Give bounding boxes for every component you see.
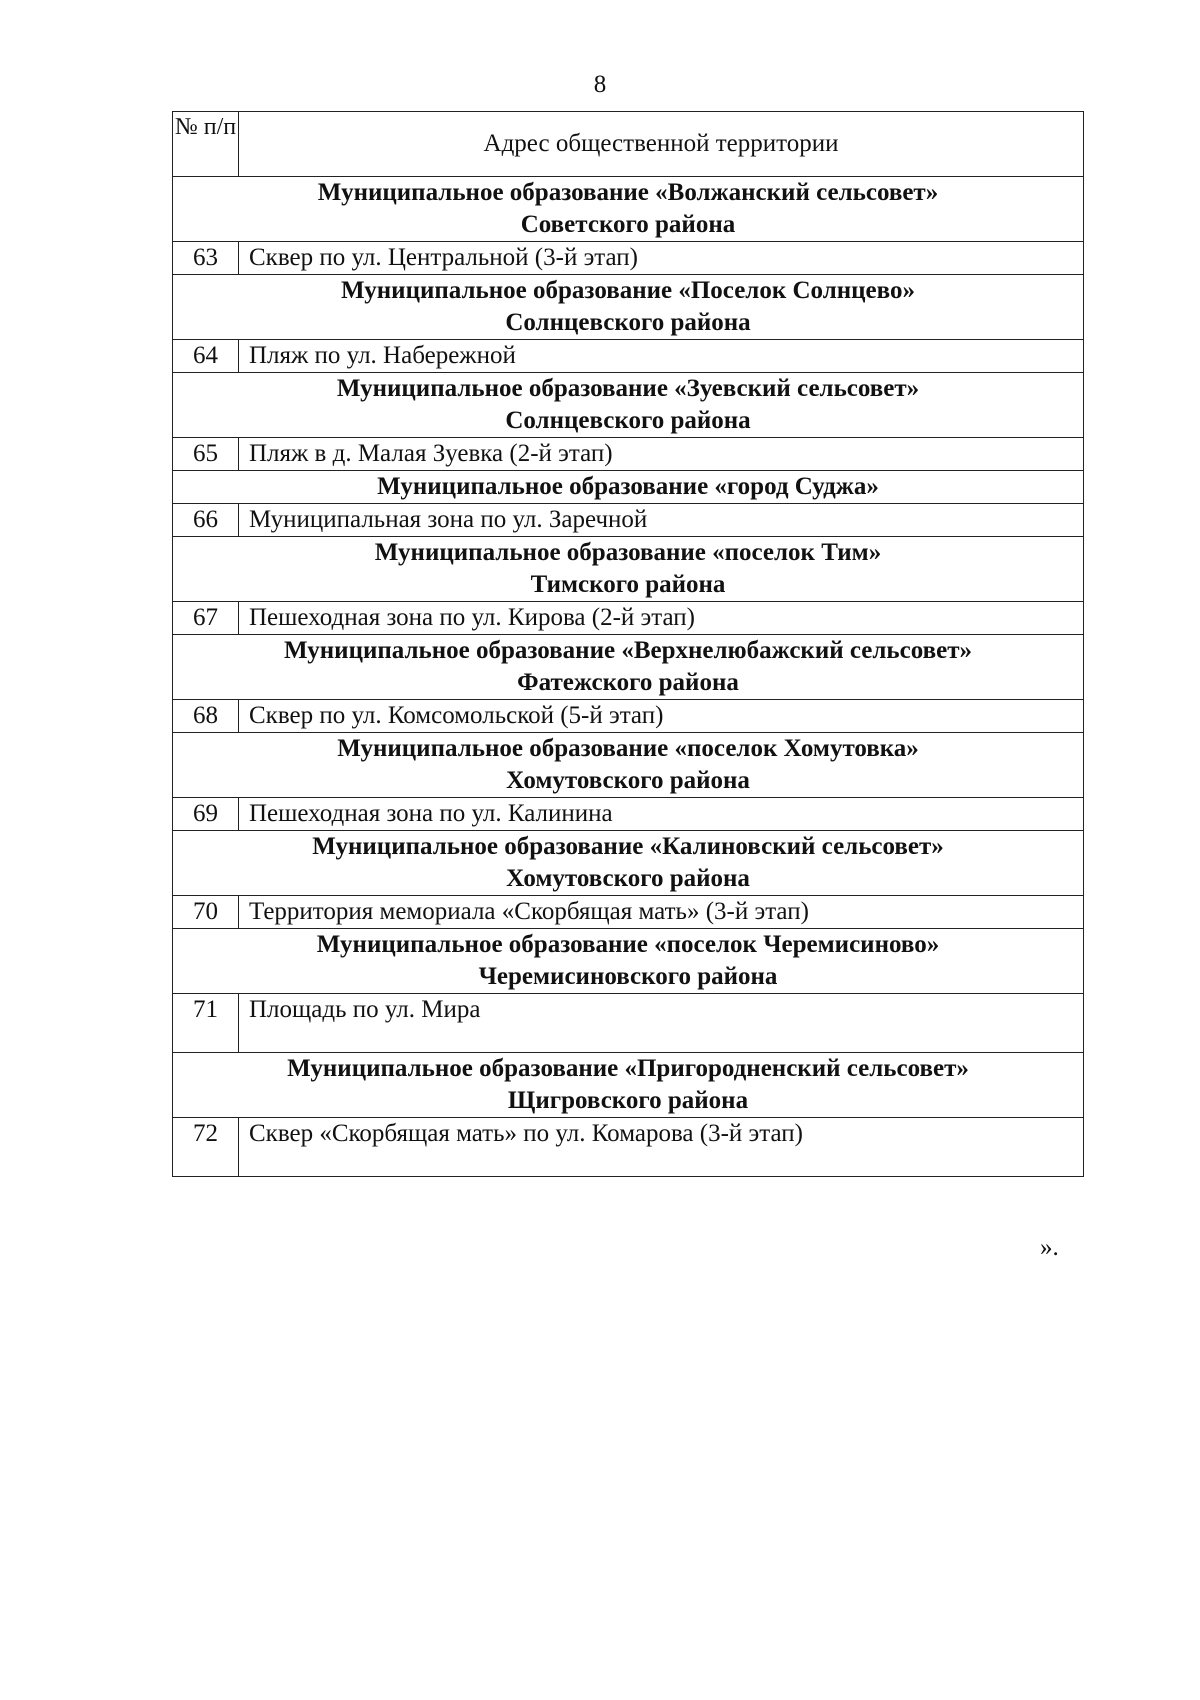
row-number-cell: 67 <box>173 602 239 635</box>
municipality-group-row <box>173 373 1084 438</box>
closing-quote-mark: ». <box>1040 1234 1059 1261</box>
row-number-cell: 69 <box>173 798 239 831</box>
row-number-cell: 64 <box>173 340 239 373</box>
municipality-name: Муниципальное образование «Волжанский сельсовет» <box>317 179 939 206</box>
table-row <box>173 700 1084 733</box>
public-territories-table <box>172 111 1084 1177</box>
municipality-name: Муниципальное образование «Калиновский сельсовет» <box>312 833 944 860</box>
row-number-cell: 70 <box>173 896 239 929</box>
district-name: Тимского района <box>530 571 726 598</box>
municipality-name: Муниципальное образование «Зуевский сельсовет» <box>336 375 920 402</box>
row-number-cell: 72 <box>173 1118 239 1177</box>
district-name: Черемисиновского района <box>478 963 778 990</box>
row-address-cell: Пляж по ул. Набережной <box>239 340 1084 373</box>
table-row <box>173 994 1084 1053</box>
table-header-row <box>173 112 1084 177</box>
row-address-cell: Площадь по ул. Мира <box>239 994 1084 1053</box>
header-address-cell: Адрес общественной территории <box>239 112 1084 177</box>
municipality-group-row <box>173 831 1084 896</box>
municipality-group-row <box>173 471 1084 504</box>
municipality-name: Муниципальное образование «город Суджа» <box>377 473 879 500</box>
row-number-cell: 68 <box>173 700 239 733</box>
municipality-title <box>173 831 1084 896</box>
municipality-group-row <box>173 635 1084 700</box>
municipality-title <box>173 635 1084 700</box>
municipality-title <box>173 275 1084 340</box>
municipality-title <box>173 373 1084 438</box>
municipality-title <box>173 929 1084 994</box>
municipality-name: Муниципальное образование «поселок Хомутовка» <box>337 735 919 762</box>
municipality-title <box>173 177 1084 242</box>
row-address-cell: Пешеходная зона по ул. Калинина <box>239 798 1084 831</box>
district-name: Хомутовского района <box>506 865 750 892</box>
row-address-cell: Сквер по ул. Комсомольской (5-й этап) <box>239 700 1084 733</box>
municipality-title <box>173 1053 1084 1118</box>
municipality-name: Муниципальное образование «поселок Тим» <box>374 539 882 566</box>
row-address-cell: Территория мемориала «Скорбящая мать» (3-й этап) <box>239 896 1084 929</box>
district-name: Советского района <box>520 211 736 238</box>
municipality-title <box>173 537 1084 602</box>
header-number-cell: № п/п <box>173 112 239 177</box>
municipality-group-row <box>173 733 1084 798</box>
row-number-cell: 65 <box>173 438 239 471</box>
municipality-group-row <box>173 1053 1084 1118</box>
row-address-cell: Пляж в д. Малая Зуевка (2-й этап) <box>239 438 1084 471</box>
row-address-cell: Сквер «Скорбящая мать» по ул. Комарова (3-й этап) <box>239 1118 1084 1177</box>
row-address-cell: Муниципальная зона по ул. Заречной <box>239 504 1084 537</box>
municipality-group-row <box>173 537 1084 602</box>
district-name: Фатежского района <box>517 669 739 696</box>
municipality-group-row <box>173 275 1084 340</box>
municipality-title <box>173 471 1084 504</box>
table-row <box>173 242 1084 275</box>
page-number: 8 <box>593 71 607 98</box>
table-row <box>173 340 1084 373</box>
district-name: Солнцевского района <box>505 407 751 434</box>
municipality-group-row <box>173 177 1084 242</box>
municipality-name: Муниципальное образование «Поселок Солнцево» <box>341 277 915 304</box>
table-row <box>173 438 1084 471</box>
municipality-name: Муниципальное образование «Пригородненский сельсовет» <box>287 1055 969 1082</box>
district-name: Щигровского района <box>507 1087 749 1114</box>
table-row <box>173 896 1084 929</box>
municipality-name: Муниципальное образование «Верхнелюбажский сельсовет» <box>284 637 972 664</box>
municipality-name: Муниципальное образование «поселок Черемисиново» <box>316 931 940 958</box>
row-address-cell: Сквер по ул. Центральной (3-й этап) <box>239 242 1084 275</box>
table-row <box>173 798 1084 831</box>
row-number-cell: 66 <box>173 504 239 537</box>
municipality-title <box>173 733 1084 798</box>
municipality-group-row <box>173 929 1084 994</box>
table-row <box>173 504 1084 537</box>
row-number-cell: 63 <box>173 242 239 275</box>
table-row <box>173 1118 1084 1177</box>
row-number-cell: 71 <box>173 994 239 1053</box>
district-name: Солнцевского района <box>505 309 751 336</box>
district-name: Хомутовского района <box>506 767 750 794</box>
table-row <box>173 602 1084 635</box>
row-address-cell: Пешеходная зона по ул. Кирова (2-й этап) <box>239 602 1084 635</box>
